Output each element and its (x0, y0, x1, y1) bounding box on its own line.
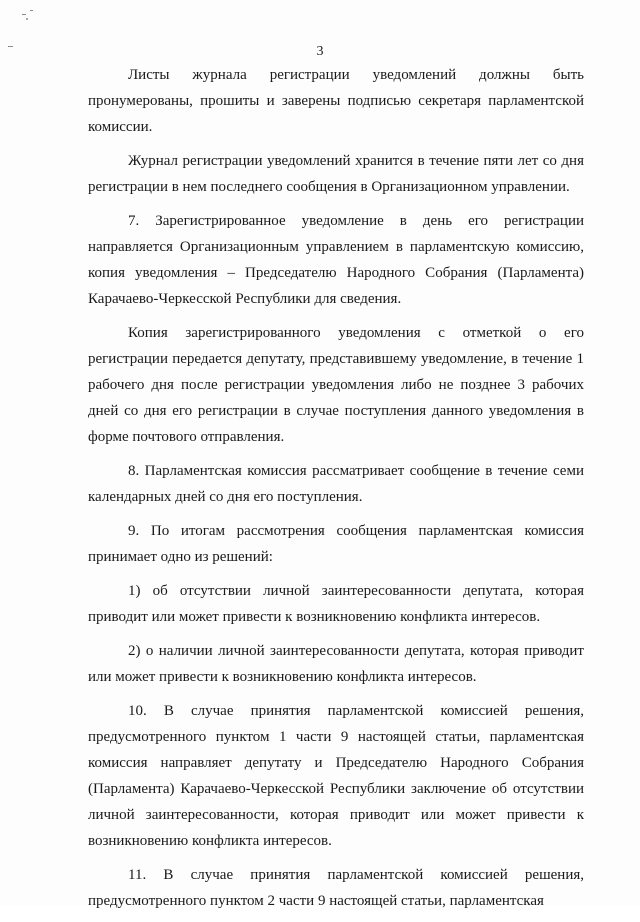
paragraph-journal-pages: Листы журнала регистрации уведомлений должны быть пронумерованы, прошиты и заверены подписью секретаря парламентской комиссии. (88, 67, 584, 135)
paragraph-item-9-2: 2) о наличии личной заинтересованности депутата, которая приводит или может привести к возникновению конфликта интересов. (88, 643, 584, 685)
paragraph-item-10: 10. В случае принятия парламентской комиссией решения, предусмотренного пунктом 1 части 9 настоящей статьи, парламентская комиссия направляет депутату и Председателю Народного Собрания (Парламента) Карачаево-Черкесской Республики заключение об отсутствии личной заинтересованности, которая приводит или может привести к возникновению конфликта интересов. (88, 703, 584, 849)
page-number: 3 (316, 44, 324, 59)
scan-artifact (30, 10, 33, 11)
paragraph-item-9-1: 1) об отсутствии личной заинтересованности депутата, которая приводит или может привести к возникновению конфликта интересов. (88, 583, 584, 625)
paragraph-item-7: 7. Зарегистрированное уведомление в день его регистрации направляется Организационным управлением в парламентскую комиссию, копия уведомления – Председателю Народного Собрания (Парламента) Карачаево-Черкесской Республики для сведения. (88, 213, 584, 307)
paragraph-item-11: 11. В случае принятия парламентской комиссией решения, предусмотренного пунктом 2 части 9 настоящей статьи, парламентская (88, 867, 584, 909)
paragraph-item-9: 9. По итогам рассмотрения сообщения парламентская комиссия принимает одно из решений: (88, 523, 584, 565)
scan-artifact (22, 14, 26, 15)
document-body (88, 62, 584, 922)
paragraph-journal-storage: Журнал регистрации уведомлений хранится в течение пяти лет со дня регистрации в нем последнего сообщения в Организационном управлении. (88, 153, 584, 195)
paragraph-item-8: 8. Парламентская комиссия рассматривает сообщение в течение семи календарных дней со дня его поступления. (88, 463, 584, 505)
paragraph-notice-copy: Копия зарегистрированного уведомления с отметкой о его регистрации передается депутату, представившему уведомление, в течение 1 рабочего дня после регистрации уведомления либо не позднее 3 рабочих дней со дня его регистрации в случае поступления данного уведомления в форме почтового отправления. (88, 325, 584, 445)
scan-artifact (26, 18, 28, 20)
